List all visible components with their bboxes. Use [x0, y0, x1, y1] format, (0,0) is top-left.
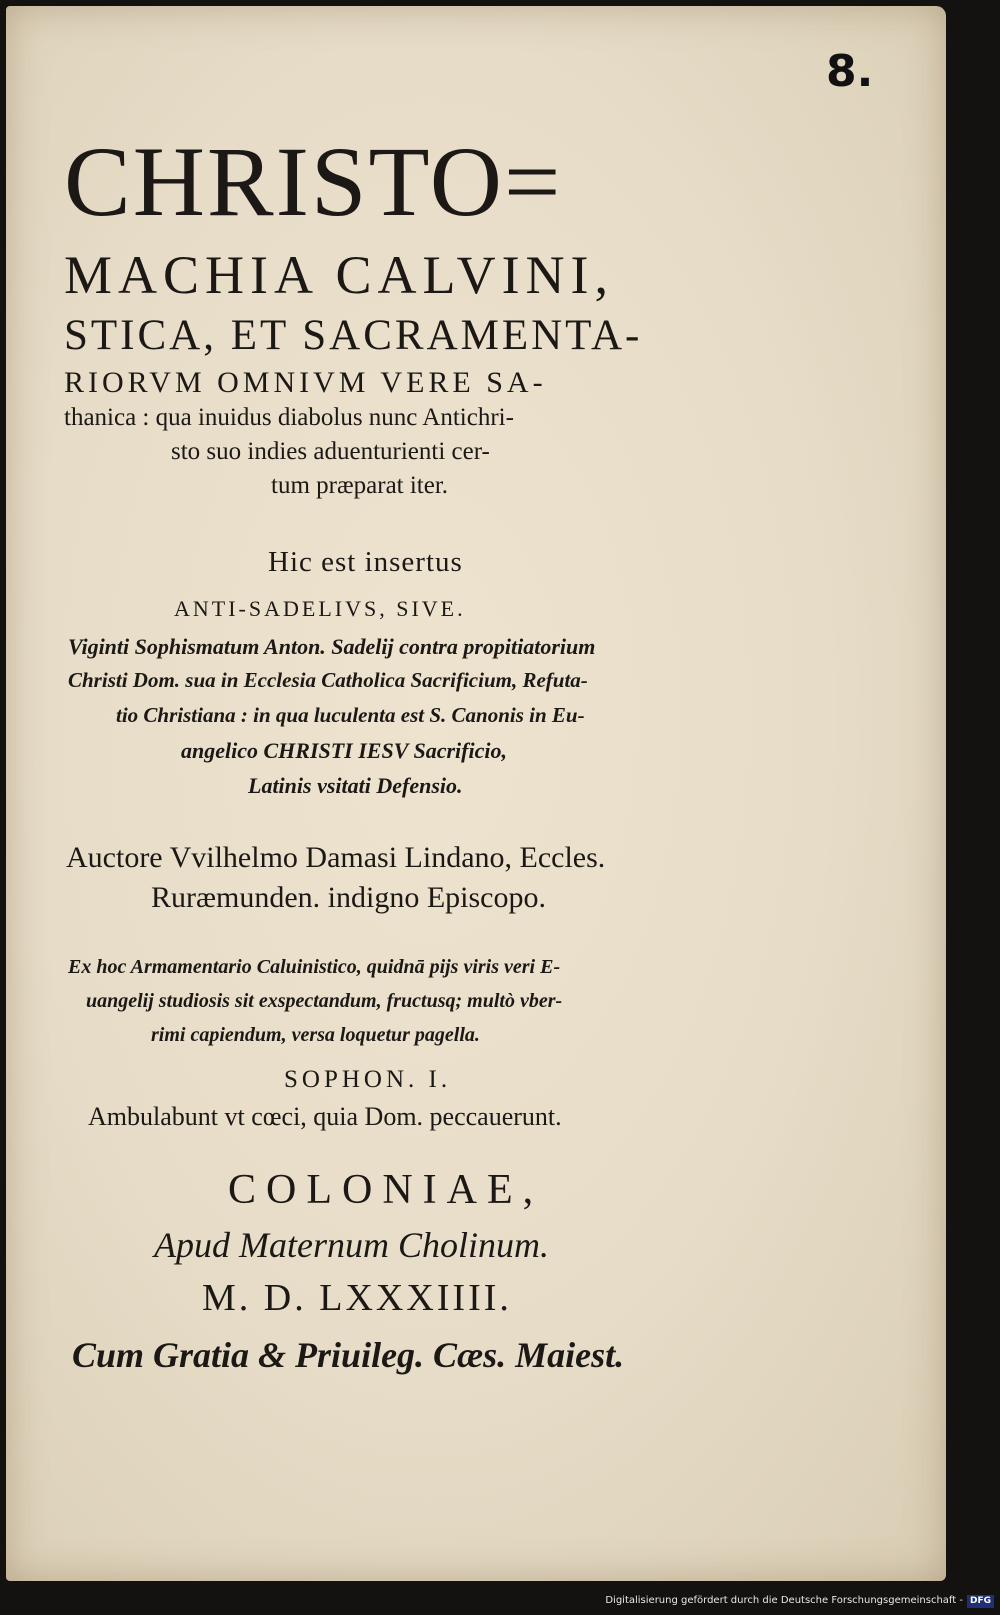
shelfmark: 8.	[826, 46, 874, 97]
insert-name: ANTI-SADELIVS, SIVE.	[174, 596, 466, 621]
title-line-5: thanica : qua inuidus diabolus nunc Antichri-	[64, 404, 514, 431]
motto-reference: SOPHON. I.	[284, 1066, 452, 1093]
title-page	[6, 6, 946, 1581]
title-line-2: MACHIA CALVINI,	[64, 245, 615, 305]
title-line-4: RIORVM OMNIVM VERE SA-	[64, 366, 547, 399]
credit-text: Digitalisierung gefördert durch die Deutsche Forschungsgemeinschaft -	[605, 1595, 963, 1606]
motto-line-2: uangelij studiosis sit exspectandum, fructusq; multò vber-	[86, 990, 563, 1012]
motto-line-1: Ex hoc Armamentario Caluinistico, quidnā pijs viris veri E-	[68, 956, 561, 978]
digitization-credit	[0, 1595, 994, 1608]
title-line-7: tum præparat iter.	[271, 472, 449, 499]
imprint-year: M. D. LXXXIIII.	[202, 1277, 512, 1319]
imprint-printer: Apud Maternum Cholinum.	[154, 1225, 549, 1265]
author-line-1: Auctore Vvilhelmo Damasi Lindano, Eccles.	[66, 841, 606, 874]
insert-line-4: angelico CHRISTI IESV Sacrificio,	[181, 738, 507, 763]
motto-line-3: rimi capiendum, versa loquetur pagella.	[151, 1024, 480, 1046]
title-line-6: sto suo indies aduenturienti cer-	[171, 438, 490, 465]
imprint-city: COLONIAE,	[228, 1167, 544, 1213]
insert-intro: Hic est insertus	[268, 546, 463, 578]
motto-quote: Ambulabunt vt cœci, quia Dom. peccauerunt.	[88, 1102, 562, 1131]
title-line-1: CHRISTO=	[64, 126, 563, 237]
dfg-logo: DFG	[967, 1595, 994, 1608]
author-line-2: Ruræmunden. indigno Episcopo.	[151, 881, 546, 914]
insert-line-5: Latinis vsitati Defensio.	[248, 773, 463, 798]
insert-line-3: tio Christiana : in qua luculenta est S. Canonis in Eu-	[116, 703, 585, 727]
imprint-privilege: Cum Gratia & Priuileg. Cæs. Maiest.	[72, 1335, 625, 1375]
insert-line-2: Christi Dom. sua in Ecclesia Catholica Sacrificium, Refuta-	[68, 668, 588, 692]
title-line-3: STICA, ET SACRAMENTA-	[64, 312, 643, 359]
insert-line-1: Viginti Sophismatum Anton. Sadelij contra propitiatorium	[68, 634, 596, 659]
